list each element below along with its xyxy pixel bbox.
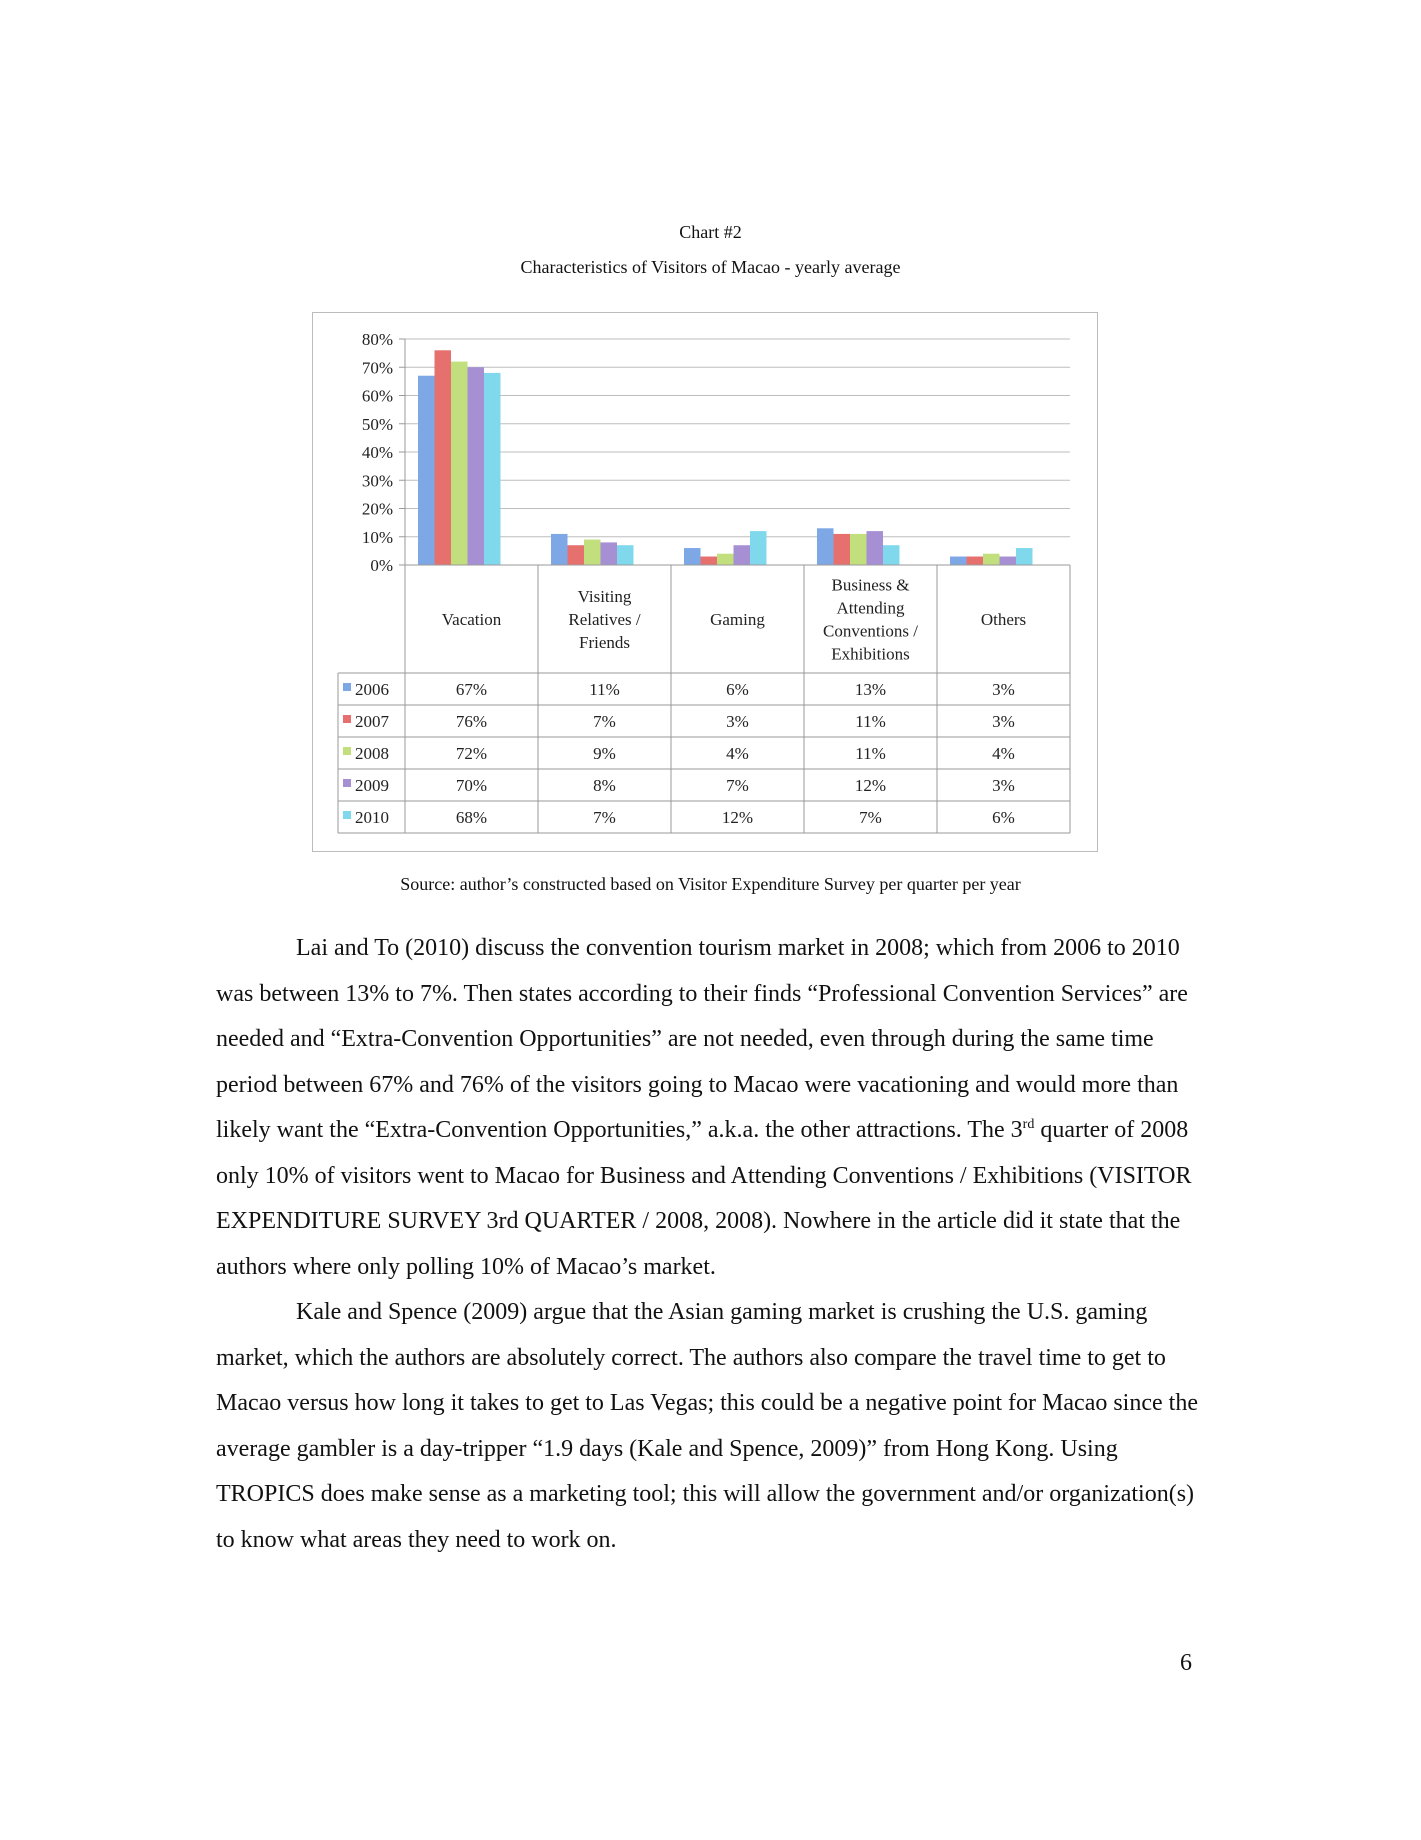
legend-swatch: [343, 779, 351, 787]
bar-chart: [312, 312, 1098, 852]
bar: [817, 528, 834, 565]
paragraph-1-text-b: quarter of 2008 only 10% of visitors went to Macao for Business and Attending Conventions / Exhibitions (VISITOR EXPENDITURE SURVEY 3rd QUARTER / 2008, 2008). Nowhere in the article did it state that the authors where only polling 10% of Macao’s market.: [216, 1117, 1192, 1280]
y-tick-label: 20%: [361, 499, 393, 519]
paragraph-2: Kale and Spence (2009) argue that the Asian gaming market is crushing the U.S. gaming market, which the authors are absolutely correct. The authors also compare the travel time to get to Macao versus how long it takes to get to Las Vegas; this could be a negative point for Macao since the average gambler is a day-tripper “1.9 days (Kale and Spence, 2009)” from Hong Kong. Using TROPICS does make sense as a marketing tool; this will allow the government and/or organization(s) to know what areas they need to work on.: [216, 1299, 1198, 1553]
chart-title: Characteristics of Visitors of Macao - yearly average: [520, 257, 901, 277]
data-label: 7%: [593, 712, 616, 731]
y-tick-label: 10%: [361, 527, 393, 547]
data-label: 3%: [992, 680, 1015, 699]
page-number: 6: [1180, 1650, 1192, 1676]
data-label: 67%: [455, 680, 488, 699]
bar: [883, 545, 900, 565]
category-label: Gaming: [710, 610, 765, 629]
bar: [418, 376, 435, 565]
bar: [584, 540, 601, 565]
bar: [750, 531, 767, 565]
data-label: 3%: [992, 776, 1015, 795]
category-label: Business &: [831, 575, 910, 595]
bar: [867, 531, 884, 565]
bar: [834, 534, 851, 565]
data-label: 9%: [593, 744, 616, 763]
category-label: Visiting: [577, 587, 632, 606]
data-label: 76%: [455, 712, 488, 731]
legend-swatch: [343, 747, 351, 755]
data-label: 8%: [593, 776, 616, 795]
legend-label: 2010: [355, 808, 389, 827]
category-label: Conventions /: [823, 621, 918, 641]
bar: [601, 542, 618, 565]
y-tick-label: 40%: [361, 443, 393, 462]
bar: [1000, 557, 1017, 565]
chart-label: Chart #2: [679, 222, 742, 242]
data-label: 7%: [593, 808, 616, 827]
y-tick-label: 80%: [361, 330, 393, 349]
data-label: 7%: [726, 776, 749, 795]
bar: [850, 534, 867, 565]
chart-source: Source: author’s constructed based on Visitor Expenditure Survey per quarter per year: [400, 874, 1021, 894]
y-tick-label: 30%: [361, 471, 393, 491]
legend-label: 2007: [355, 712, 389, 731]
bar: [468, 367, 485, 565]
paragraph-1-text-a: Lai and To (2010) discuss the convention tourism market in 2008; which from 2006 to 2010 was between 13% to 7%. Then states according to their finds “Professional Convention Services” are needed and “Extra-Convention Opportunities” are not needed, even through during the same time period between 67% and 76% of the visitors going to Macao were vacationing and would more than likely want the “Extra-Convention Opportunities,” a.k.a. the other attractions. The 3: [216, 935, 1188, 1143]
bar: [568, 545, 585, 565]
data-label: 4%: [992, 744, 1015, 763]
legend-swatch: [343, 811, 351, 819]
data-label: 3%: [992, 712, 1015, 731]
data-label: 68%: [455, 808, 488, 827]
category-label: Others: [980, 610, 1027, 629]
data-label: 13%: [854, 680, 887, 699]
bar: [1016, 548, 1033, 565]
bar: [734, 545, 751, 565]
category-label: Attending: [836, 598, 905, 618]
legend-swatch: [343, 683, 351, 691]
category-label: Exhibitions: [831, 644, 910, 664]
bar: [684, 548, 701, 565]
data-label: 3%: [726, 712, 749, 731]
bar: [617, 545, 634, 565]
data-label: 7%: [859, 808, 882, 827]
data-label: 12%: [721, 808, 754, 827]
y-tick-label: 50%: [361, 414, 393, 434]
bar: [484, 373, 501, 565]
data-label: 6%: [726, 680, 749, 699]
category-label: Friends: [579, 633, 630, 652]
y-tick-label: 0%: [370, 556, 393, 575]
bar: [701, 557, 718, 565]
y-tick-label: 60%: [361, 386, 393, 406]
data-label: 70%: [455, 776, 488, 795]
data-label: 72%: [455, 744, 488, 763]
body-text: [216, 926, 1216, 1563]
data-label: 4%: [726, 744, 749, 763]
data-label: 11%: [855, 744, 886, 763]
paragraph-1: [216, 926, 1216, 1290]
paragraph-1-superscript: rd: [1022, 1117, 1035, 1132]
data-label: 11%: [855, 712, 886, 731]
bar: [451, 362, 468, 565]
data-label: 12%: [854, 776, 887, 795]
legend-swatch: [343, 715, 351, 723]
data-label: 6%: [992, 808, 1015, 827]
legend-label: 2008: [355, 744, 389, 763]
bar: [967, 557, 984, 565]
legend-label: 2006: [355, 680, 389, 699]
category-label: Relatives /: [568, 610, 641, 629]
bar: [717, 554, 734, 565]
bar: [983, 554, 1000, 565]
data-label: 11%: [589, 680, 620, 699]
legend-label: 2009: [355, 776, 389, 795]
bar: [435, 350, 452, 565]
y-tick-label: 70%: [361, 358, 393, 378]
bar: [551, 534, 568, 565]
category-label: Vacation: [441, 610, 502, 629]
bar: [950, 557, 967, 565]
